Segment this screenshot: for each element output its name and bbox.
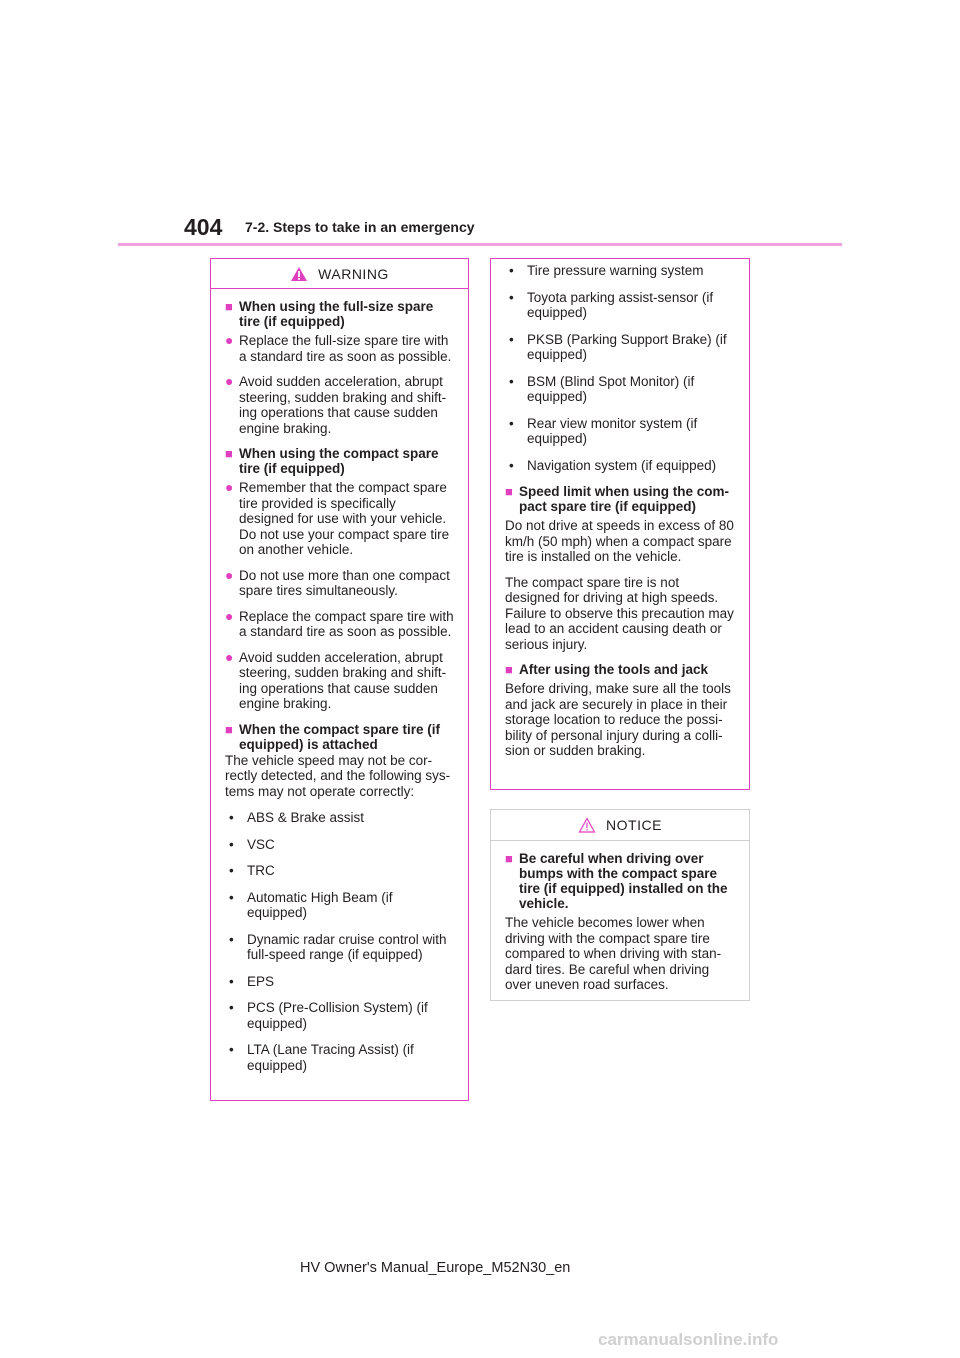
list-item: • Automatic High Beam (if equipped) <box>225 890 454 921</box>
warning-heading-attached: ■ When the compact spare tire (if equipped) is attached <box>225 722 454 752</box>
list-item: • Rear view monitor system (if equipped) <box>505 416 735 447</box>
warning-continued-box <box>490 258 750 790</box>
bullet-text: Do not use more than one compact spare tires simultaneously. <box>239 567 450 598</box>
list-item-text: ABS & Brake assist <box>247 810 365 825</box>
warning-heading-speed-limit: ■ Speed limit when using the com-pact spare tire (if equipped) <box>505 484 735 514</box>
list-item: • EPS <box>229 973 275 989</box>
list-item-text: LTA (Lane Tracing Assist) (if equipped) <box>247 1042 414 1073</box>
heading-text: When using the full-size spare tire (if equipped) <box>239 299 434 329</box>
list-item-text: TRC <box>247 863 275 878</box>
warning-heading-full-size: ■ When using the full-size spare tire (if equipped) <box>225 299 454 329</box>
list-item-text: Rear view monitor system (if equipped) <box>527 415 698 446</box>
bullet-text: Replace the compact spare tire with a standard tire as soon as possible. <box>239 608 454 639</box>
list-item: • Toyota parking assist-sensor (if equipped) <box>505 290 735 321</box>
list-item: • LTA (Lane Tracing Assist) (if equipped) <box>225 1042 454 1073</box>
list-item: • PCS (Pre-Collision System) (if equipped) <box>225 1000 454 1031</box>
footer-text: HV Owner's Manual_Europe_M52N30_en <box>300 1260 571 1276</box>
list-item-text: VSC <box>247 836 275 852</box>
warning-box <box>210 258 469 1101</box>
list-item: • TRC <box>229 863 275 878</box>
paragraph: The compact spare tire is not designed for driving at high speeds. Failure to observe this precaution may lead to an accident causing death or serious injury. <box>505 574 734 652</box>
notice-box <box>490 809 750 1001</box>
bullet-item: ● Replace the compact spare tire with a standard tire as soon as possible. <box>225 607 454 639</box>
warning-header <box>211 259 468 289</box>
list-item-text: Dynamic radar cruise control with full-speed range (if equipped) <box>247 931 447 962</box>
bullet-item: ● Do not use more than one compact spare tires simultaneously. <box>225 568 454 599</box>
bullet-item: ● Avoid sudden acceleration, abrupt steering, sudden braking and shift-ing operations that cause sudden engine braking. <box>225 650 454 712</box>
list-item-text: Navigation system (if equipped) <box>527 457 717 473</box>
list-item-text: Tire pressure warning system <box>527 263 704 278</box>
notice-triangle-icon <box>578 817 596 833</box>
paragraph: Do not drive at speeds in excess of 80 km/h (50 mph) when a compact spare tire is installed on the vehicle. <box>505 518 734 564</box>
heading-text: When the compact spare tire (if equipped) is attached <box>239 721 441 752</box>
list-item: • VSC <box>229 836 275 852</box>
paragraph: The vehicle becomes lower when driving with the compact spare tire compared to when driving with stan-dard tires. Be careful when driving over uneven road surfaces. <box>505 915 722 992</box>
list-item-text: Toyota parking assist-sensor (if equipped) <box>527 289 714 320</box>
notice-heading: ■ Be careful when driving over bumps with the compact spare tire (if equipped) installed on the vehicle. <box>505 851 735 911</box>
bullet-item: ● Avoid sudden acceleration, abrupt steering, sudden braking and shift-ing operations that cause sudden engine braking. <box>225 374 454 436</box>
list-item-text: BSM (Blind Spot Monitor) (if equipped) <box>527 373 695 404</box>
warning-heading-compact: ■ When using the compact spare tire (if equipped) <box>225 446 454 476</box>
warning-title: WARNING <box>318 265 389 282</box>
list-item-text: PCS (Pre-Collision System) (if equipped) <box>247 1000 428 1031</box>
list-item: • ABS & Brake assist <box>229 810 365 825</box>
bullet-text: Remember that the compact spare tire provided is specifically designed for use with your vehicle. Do not use your compact spare tire on another vehicle. <box>239 480 450 557</box>
notice-title: NOTICE <box>606 817 662 833</box>
paragraph: Before driving, make sure all the tools and jack are securely in place in their storage location to reduce the possi-bility of personal injury during a colli-sion or sudden braking. <box>505 681 731 758</box>
bullet-text: Replace the full-size spare tire with a standard tire as soon as possible. <box>239 333 452 364</box>
paragraph: The vehicle speed may not be cor-rectly detected, and the following sys-tems may not operate correctly: <box>225 752 451 799</box>
bullet-text: Avoid sudden acceleration, abrupt steering, sudden braking and shift-ing operations that cause sudden engine braking. <box>239 649 447 711</box>
warning-triangle-icon <box>290 266 308 282</box>
bullet-text: Avoid sudden acceleration, abrupt steering, sudden braking and shift-ing operations that cause sudden engine braking. <box>239 374 447 436</box>
list-item: • Navigation system (if equipped) <box>509 457 717 473</box>
page-number: 404 <box>184 214 223 240</box>
list-item: • BSM (Blind Spot Monitor) (if equipped) <box>505 374 735 405</box>
heading-text: Be careful when driving over bumps with the compact spare tire (if equipped) installed on the vehicle. <box>519 851 728 911</box>
list-item: • PKSB (Parking Support Brake) (if equipped) <box>505 332 735 363</box>
list-item: • Dynamic radar cruise control with full-speed range (if equipped) <box>225 932 454 963</box>
watermark: carmanualsonline.info <box>598 1330 779 1349</box>
list-item-text: Automatic High Beam (if equipped) <box>247 889 393 920</box>
heading-text: After using the tools and jack <box>519 662 709 677</box>
list-item-text: PKSB (Parking Support Brake) (if equipped) <box>527 331 727 362</box>
bullet-item: ● Replace the full-size spare tire with a standard tire as soon as possible. <box>225 333 454 364</box>
list-item: • Tire pressure warning system <box>509 263 704 278</box>
section-title: 7-2. Steps to take in an emergency <box>245 219 475 235</box>
heading-text: Speed limit when using the com-pact spare tire (if equipped) <box>519 484 730 514</box>
notice-header <box>491 810 749 841</box>
header-rule <box>118 243 842 246</box>
heading-text: When using the compact spare tire (if equipped) <box>239 446 439 476</box>
warning-heading-tools: ■ After using the tools and jack <box>505 662 709 677</box>
bullet-item: ● Remember that the compact spare tire provided is specifically designed for use with your vehicle. Do not use your compact spare tire on another vehicle. <box>225 480 454 558</box>
list-item-text: EPS <box>247 973 275 989</box>
